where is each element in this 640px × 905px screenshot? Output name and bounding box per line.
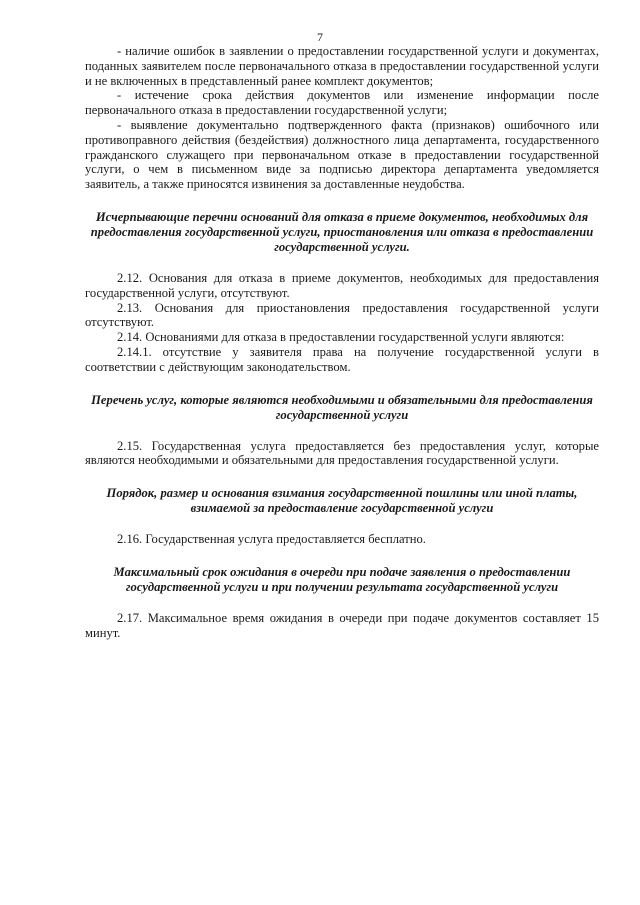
page-number: 7 [317, 30, 323, 44]
spacer [85, 423, 599, 439]
spacer [85, 375, 599, 393]
list-item-expiry: - истечение срока действия документов или изменение информации после первоначального отказа в предоставлении государственной услуги; [85, 88, 599, 118]
spacer [85, 516, 599, 532]
list-item-fact: - выявление документально подтвержденного факта (признаков) ошибочного или противоправного действия (бездействия) должностного лица департамента, государственного гражданского служащего при первоначальном отказе в предоставлении государственной услуги, о чем в письменном виде за подписью директора департамента уведомляется заявитель, а также приносятся извинения за доставленные неудобства. [85, 117, 599, 192]
spacer [85, 255, 599, 271]
paragraph-2-12: 2.12. Основания для отказа в приеме документов, необходимых для предоставления государственной услуги, отсутствуют. [85, 270, 599, 300]
paragraph-2-17: 2.17. Максимальное время ожидания в очереди при подаче документов составляет 15 минут. [85, 610, 599, 640]
spacer [85, 595, 599, 611]
section-heading-required-services: Перечень услуг, которые являются необходимыми и обязательными для предоставления государственной услуги [91, 392, 593, 422]
spacer [85, 192, 599, 210]
list-item-errors: - наличие ошибок в заявлении о предоставлении государственной услуги и документах, поданных заявителем после первоначального отказа в предоставлении государственной услуги и не включенных в представленный ранее комплект документов; [85, 44, 599, 88]
section-heading-fees: Порядок, размер и основания взимания государственной пошлины или иной платы, взимаемой за предоставление государственной услуги [106, 486, 578, 516]
paragraph-2-16: 2.16. Государственная услуга предоставляется бесплатно. [117, 532, 426, 547]
paragraph-2-15: 2.15. Государственная услуга предоставляется без предоставления услуг, которые являются необходимыми и обязательными для предоставления государственной услуги. [85, 438, 599, 468]
section-heading-waiting-time: Максимальный срок ожидания в очереди при подаче заявления о предоставлении государственной услуги и при получении результата государственной услуги [113, 564, 571, 594]
section-heading-refusal-grounds: Исчерпывающие перечни оснований для отказа в приеме документов, необходимых для предоставления государственной услуги, приостановления или отказа в предоставлении государственной услуги. [90, 209, 594, 254]
paragraph-2-14-1: 2.14.1. отсутствие у заявителя права на получение государственной услуги в соответствии с действующим законодательством. [85, 344, 599, 374]
spacer [85, 468, 599, 486]
paragraph-2-14: 2.14. Основаниями для отказа в предоставлении государственной услуги являются: [117, 330, 565, 345]
document-body [85, 44, 599, 641]
paragraph-2-13: 2.13. Основания для приостановления предоставления государственной услуги отсутствуют. [85, 300, 599, 330]
spacer [85, 547, 599, 565]
